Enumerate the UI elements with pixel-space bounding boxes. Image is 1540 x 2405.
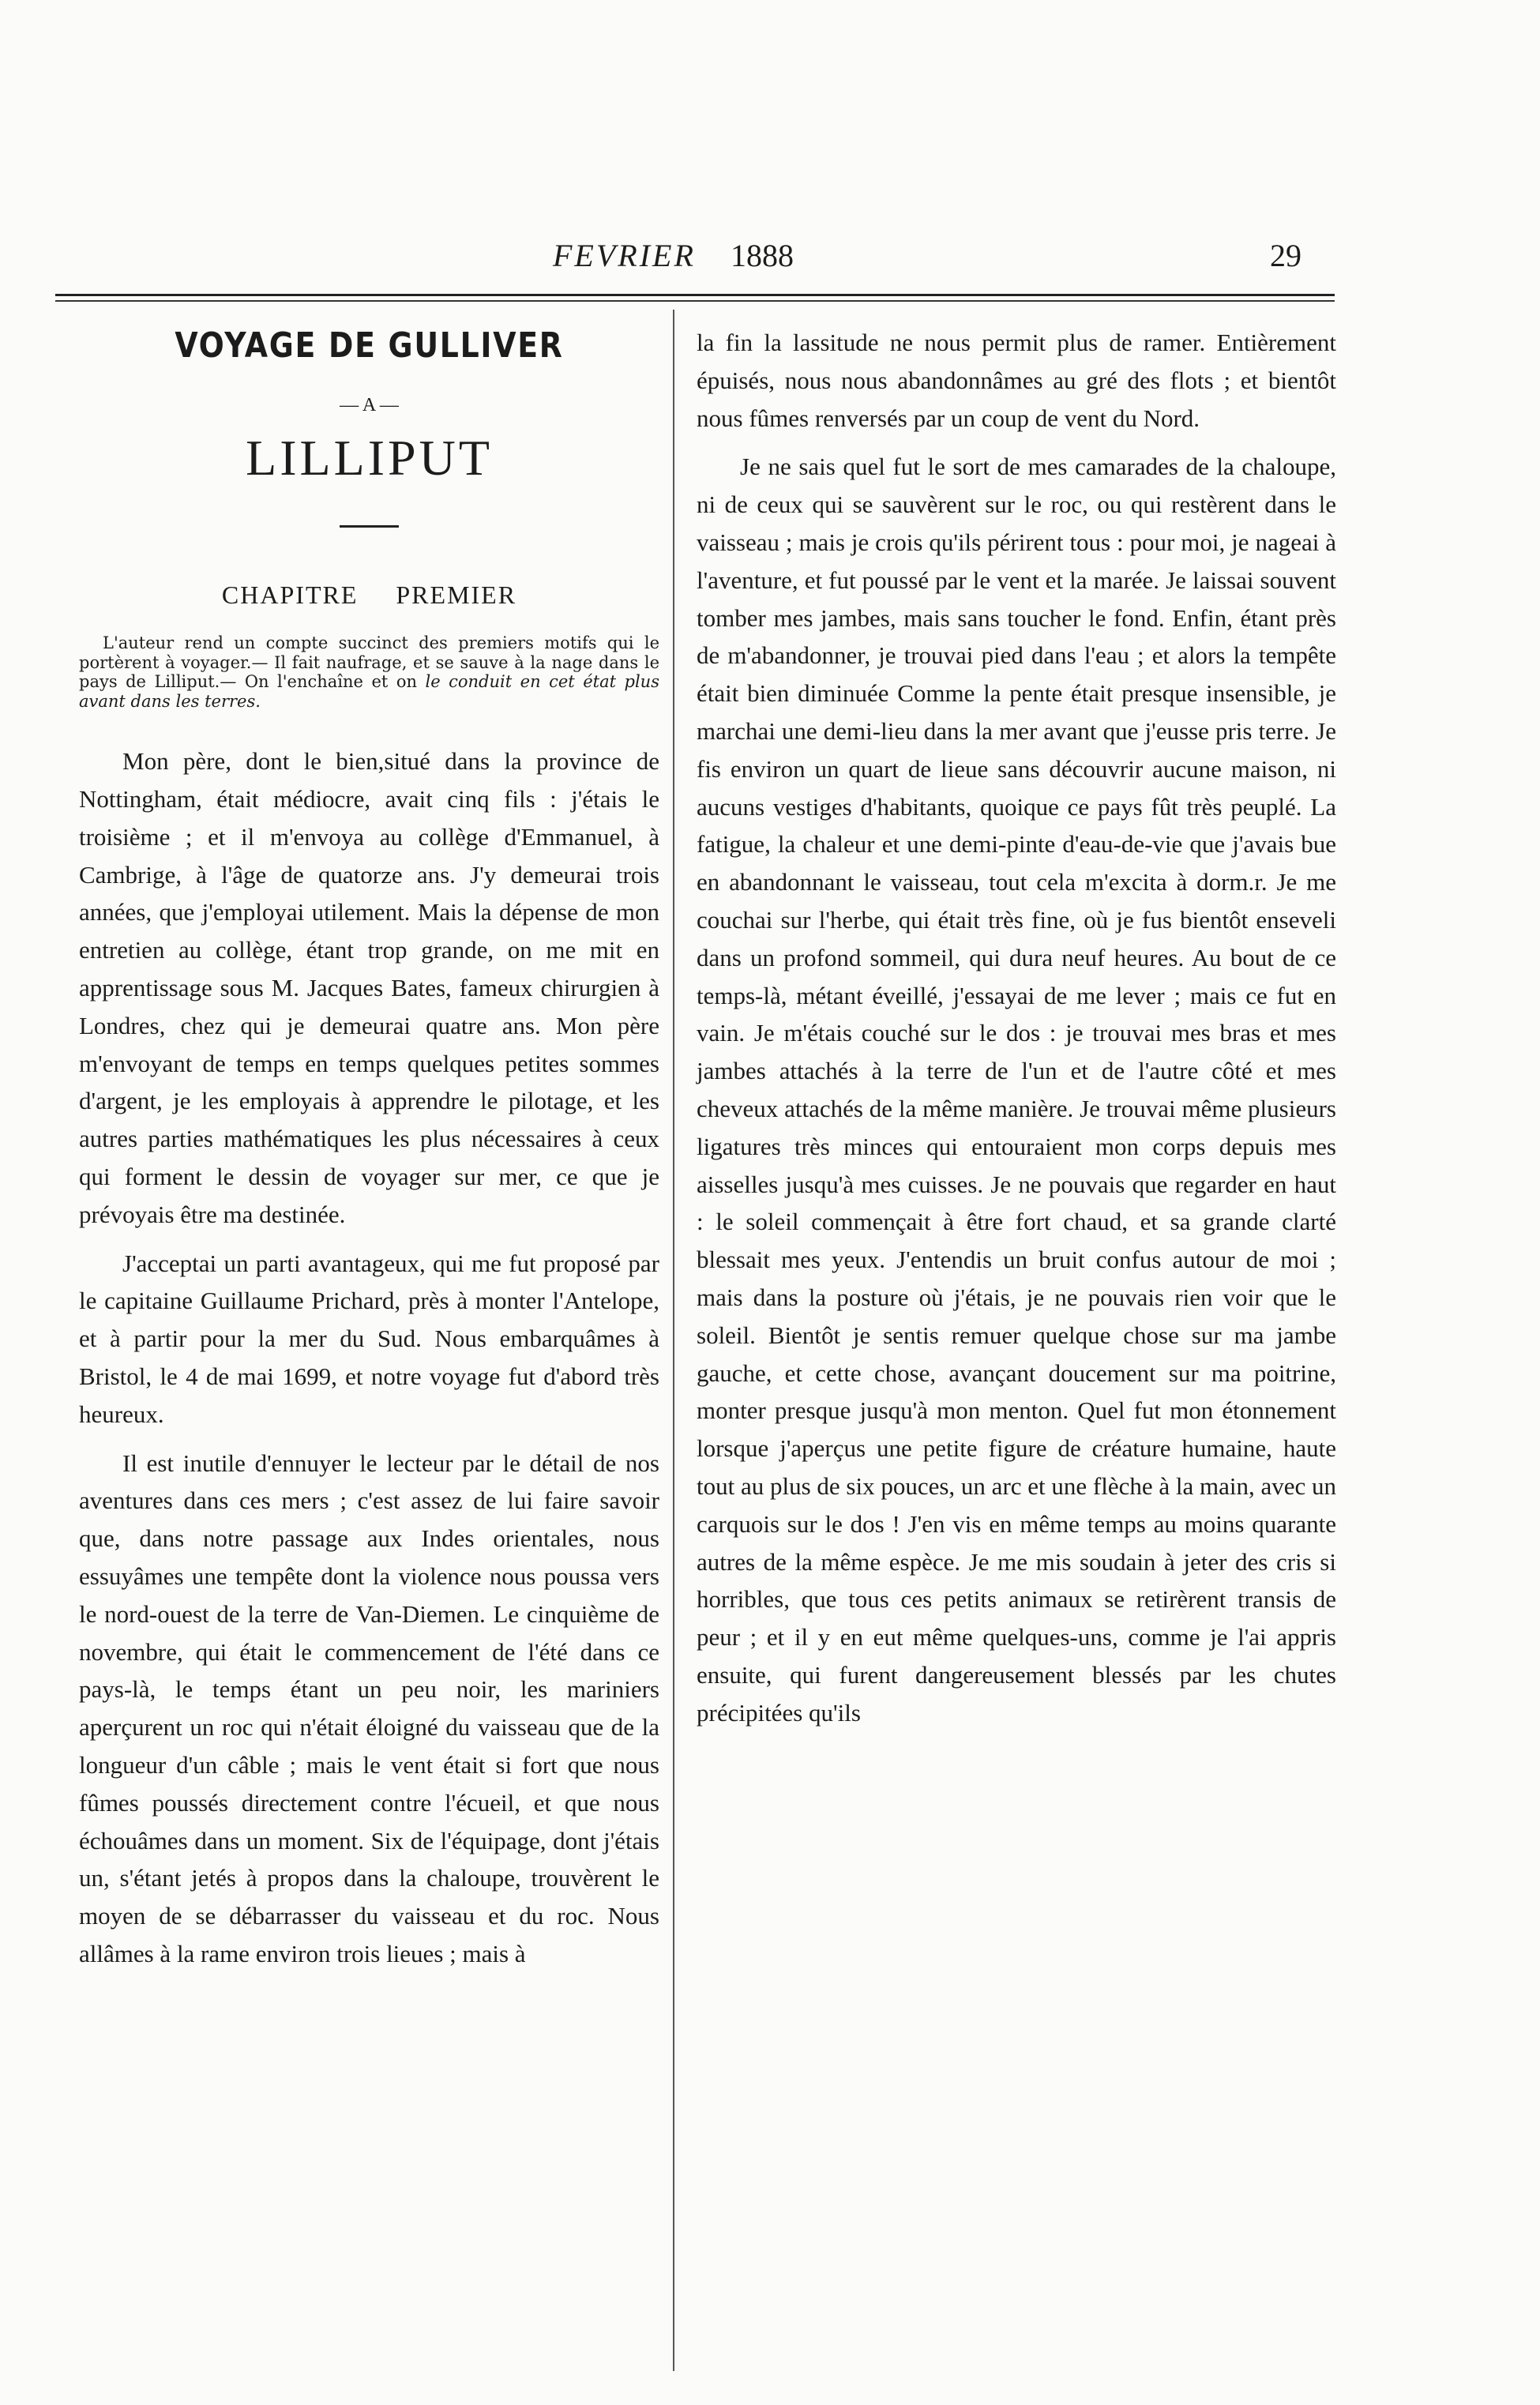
paragraph: Mon père, dont le bien,situé dans la province de Nottingham, était médiocre, avait cinq fils : j'étais le troisième ; et il m'envoya au collège d'Emmanuel, à Cambrige, à l'âge de quatorze ans. J'y demeurai trois années, que j'employai utilement. Mais la dépense de mon entretien au collège, étant trop grande, on me mit en apprentissage sous M. Jacques Bates, fameux chirurgien à Londres, chez qui je demeurai quatre ans. Mon père m'envoyant de temps en temps quelques petites sommes d'argent, je les employais à apprendre le pilotage, et les autres parties mathématiques les plus nécessaires à ceux qui forment le dessin de voyager sur mer, ce que je prévoyais être ma destinée. (79, 747, 659, 1228)
left-column (79, 324, 659, 1973)
paragraph: la fin la lassitude ne nous permit plus de ramer. Entièrement épuisés, nous nous abandonnâmes au gré des flots ; et bientôt nous fûmes renversés par un coup de vent du Nord. (697, 329, 1336, 432)
header-year: 1888 (731, 238, 794, 273)
title-rule (340, 525, 399, 528)
header-rule-thick (55, 294, 1335, 296)
paragraph: Il est inutile d'ennuyer le lecteur par le détail de nos aventures dans ces mers ; c'est assez de lui faire savoir que, dans notre passage aux Indes orientales, nous essuyâmes une tempête dont la violence nous poussa vers le nord-ouest de la terre de Van-Diemen. Le cinquième de novembre, qui était le commencement de l'été dans ce pays-là, le temps étant un peu noir, les mariniers aperçurent un roc qui n'était éloigné du vaisseau que de la longueur d'un câble ; mais le vent était si fort que nous fûmes poussés directement contre l'écueil, et que nous échouâmes dans un moment. Six de l'équipage, dont j'étais un, s'étant jetés à propos dans la chaloupe, trouvèrent le moyen de se débarrasser du vaisseau et du roc. Nous allâmes à la rame environ trois lieues ; mais à (79, 1449, 659, 1967)
right-column (697, 324, 1336, 1731)
paragraph: J'acceptai un parti avantageux, qui me fut proposé par le capitaine Guillaume Prichard, près à monter l'Antelope, et à partir pour la mer du Sud. Nous embarquâmes à Bristol, le 4 de mai 1699, et notre voyage fut d'abord très heureux. (79, 1249, 659, 1428)
header-rule-thin (55, 300, 1335, 302)
header-month: FEVRIER (553, 238, 696, 273)
chapter-summary-italic: le conduit en cet état plus avant dans les terres. (79, 672, 659, 711)
title-connector: — A — (340, 394, 399, 415)
chapter-heading: CHAPITRE PREMIER (221, 581, 517, 610)
article-title: VOYAGE DE GULLIVER (175, 325, 564, 366)
article-title-place: LILLIPUT (246, 429, 493, 486)
chapter-summary-text: L'auteur rend un compte succinct des premiers motifs qui le portèrent à voyager.— Il fait naufrage, et se sauve à la nage dans le pays de Lilliput.— On l'enchaîne et on (79, 633, 659, 692)
column-divider (673, 310, 674, 2371)
paragraph: Je ne sais quel fut le sort de mes camarades de la chaloupe, ni de ceux qui se sauvèrent sur le roc, ou qui restèrent dans le vaisseau ; mais je crois qu'ils périrent tous : pour moi, je nageai à l'aventure, et fut poussé par le vent et la marée. Je laissai souvent tomber mes jambes, mais sans toucher le fond. Enfin, étant près de m'abandonner, je trouvai pied dans l'eau ; et alors la tempête était bien diminuée Comme la pente était presque insensible, je marchai une demi-lieu dans la mer avant que j'eusse pris terre. Je fis environ un quart de lieue sans découvrir aucune maison, ni aucuns vestiges d'habitants, quoique ce pays fût très peuplé. La fatigue, la chaleur et une demi-pinte d'eau-de-vie que j'avais bue en abandonnant le vaisseau, tout cela m'excita à dorm.r. Je me couchai sur l'herbe, qui était très fine, où je fus bientôt enseveli dans un profond sommeil, qui dura neuf heures. Au bout de ce temps-là, métant éveillé, j'essayai de me lever ; mais ce fut en vain. Je m'étais couché sur le dos : je trouvai mes bras et mes jambes attachés à la terre de l'un et de l'autre côté et mes cheveux attachés de la même manière. Je trouvai même plusieurs ligatures très minces qui entouraient mon corps depuis mes aisselles jusqu'à mes cuisses. Je ne pouvais que regarder en haut : le soleil commençait à être fort chaud, et sa grande clarté blessait mes yeux. J'entendis un bruit confus autour de moi ; mais dans la posture où j'étais, je ne pouvais rien voir que le soleil. Bientôt je sentis remuer quelque chose sur ma jambe gauche, et cette chose, avançant doucement sur ma poitrine, monter presque jusqu'à mon menton. Quel fut mon étonnement lorsque j'aperçus une petite figure de créature humaine, haute tout au plus de six pouces, un arc et une flèche à la main, avec un carquois sur le dos ! J'en vis en même temps au moins quarante autres de la même espèce. Je me mis soudain à jeter des cris si horribles, que tous ces petits animaux se retirèrent transis de peur ; et il y en eut même quelques-uns, comme je l'ai appris ensuite, qui furent dangereusement blessés par les chutes précipitées qu'ils (697, 453, 1337, 1727)
chapter-summary (79, 633, 659, 711)
page-number: 29 (1270, 238, 1301, 273)
running-header (0, 237, 1540, 284)
